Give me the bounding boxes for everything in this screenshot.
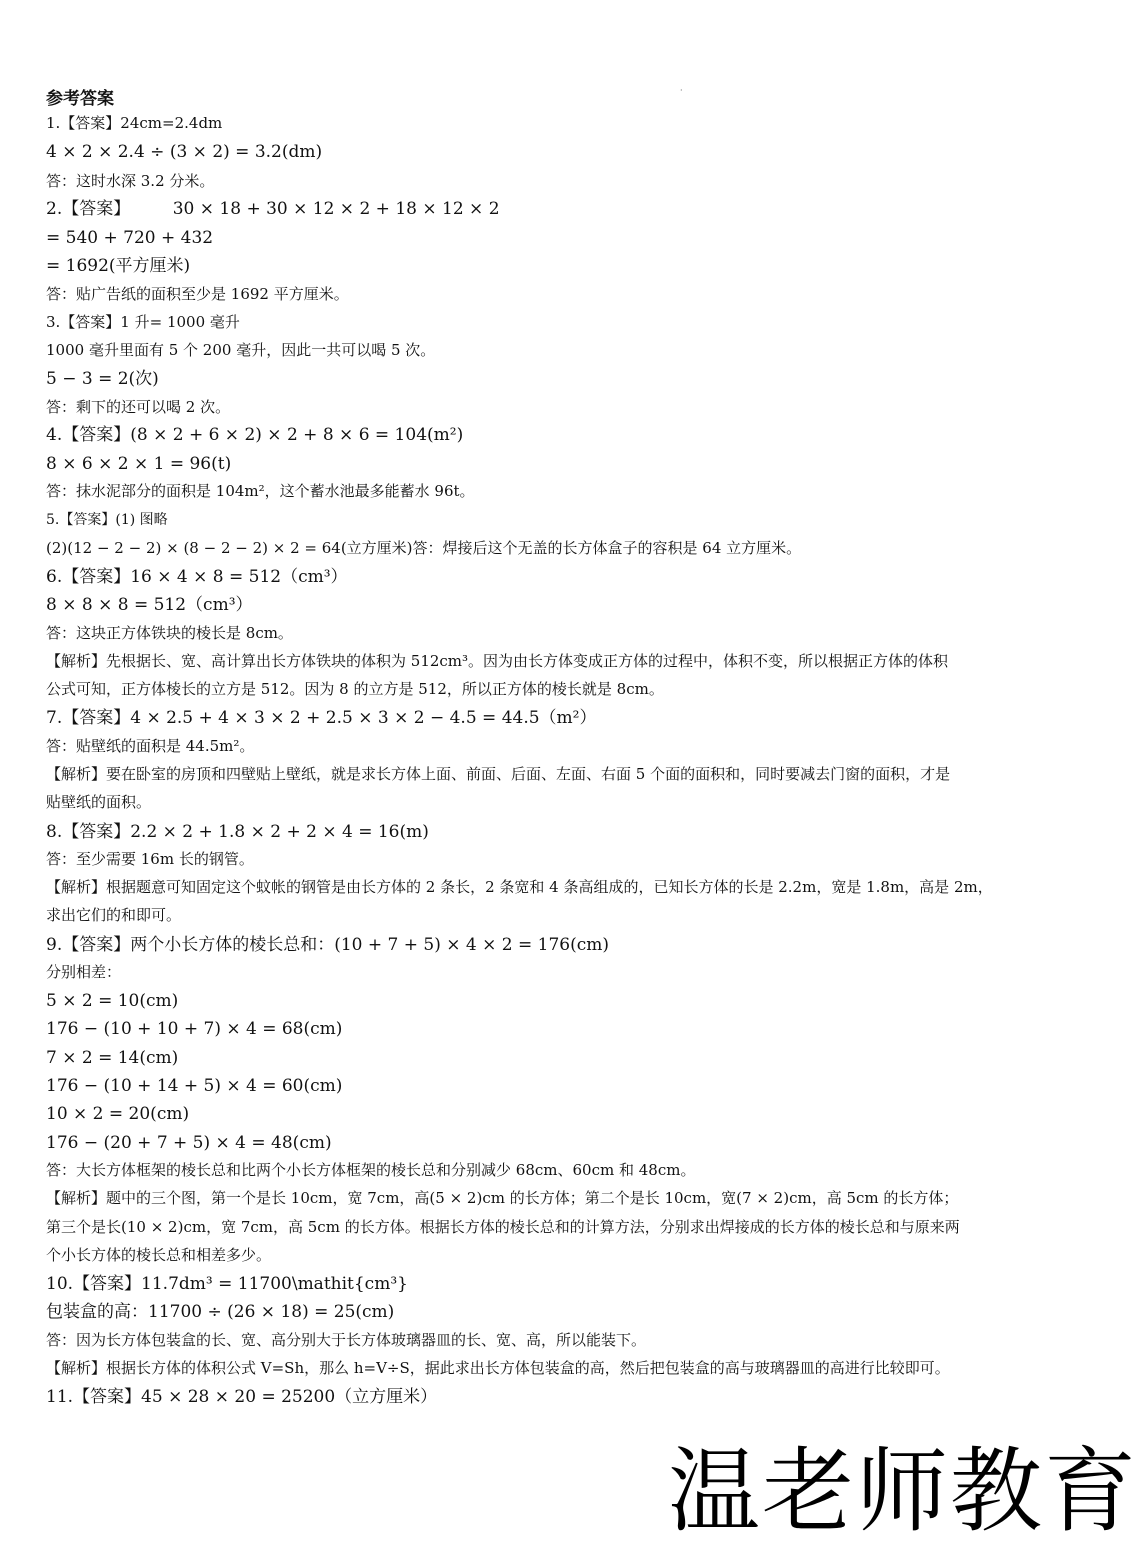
answer-line: 【解析】先根据长、宽、高计算出长方体铁块的体积为 512cm³。因为由长方体变成正方体的过程中，体积不变，所以根据正方体的体积 [46, 652, 949, 670]
answer-line: 【解析】根据题意可知固定这个蚊帐的钢管是由长方体的 2 条长，2 条宽和 4 条高组成的，已知长方体的长是 2.2m，宽是 1.8m，高是 2m， [46, 878, 993, 896]
speck: · [680, 86, 683, 95]
answer-line: 8.【答案】2.2 × 2 + 1.8 × 2 + 2 × 4 = 16(m) [46, 822, 429, 842]
answer-line: 5 − 3 = 2(次) [46, 369, 159, 389]
answer-line: 答：这块正方体铁块的棱长是 8cm。 [46, 624, 293, 642]
answer-line: 答：剩下的还可以喝 2 次。 [46, 398, 231, 416]
answer-line: 贴壁纸的面积。 [46, 793, 152, 811]
answer-line: 第三个是长(10 × 2)cm，宽 7cm，高 5cm 的长方体。根据长方体的棱长总和的计算方法，分别求出焊接成的长方体的棱长总和与原来两 [46, 1218, 960, 1236]
answer-line: 答：这时水深 3.2 分米。 [46, 172, 215, 190]
answer-line: 【解析】题中的三个图，第一个是长 10cm，宽 7cm，高(5 × 2)cm 的长方体；第二个是长 10cm，宽(7 × 2)cm，高 5cm 的长方体； [46, 1189, 959, 1207]
answer-line: 176 − (10 + 10 + 7) × 4 = 68(cm) [46, 1019, 343, 1039]
answer-line: 分别相差： [46, 963, 122, 981]
answer-line: 6.【答案】16 × 4 × 8 = 512（cm³） [46, 567, 348, 587]
answer-line: = 540 + 720 + 432 [46, 228, 214, 248]
answer-line: 176 − (20 + 7 + 5) × 4 = 48(cm) [46, 1133, 332, 1153]
answer-line: 8 × 8 × 8 = 512（cm³） [46, 595, 253, 615]
answer-line: 7.【答案】4 × 2.5 + 4 × 3 × 2 + 2.5 × 3 × 2 − 4.5 = 44.5（m²） [46, 708, 597, 728]
answer-line: 2.【答案】 30 × 18 + 30 × 12 × 2 + 18 × 12 × 2 [46, 199, 500, 219]
answer-line: (2)(12 − 2 − 2) × (8 − 2 − 2) × 2 = 64(立方厘米)答：焊接后这个无盖的长方体盒子的容积是 64 立方厘米。 [46, 539, 802, 557]
answer-line: 【解析】要在卧室的房顶和四壁贴上壁纸，就是求长方体上面、前面、后面、左面、右面 5 个面的面积和，同时要减去门窗的面积，才是 [46, 765, 951, 783]
answer-line: 答：至少需要 16m 长的钢管。 [46, 850, 254, 868]
answer-line: 176 − (10 + 14 + 5) × 4 = 60(cm) [46, 1076, 343, 1096]
answer-line: 答：大长方体框架的棱长总和比两个小长方体框架的棱长总和分别减少 68cm、60cm 和 48cm。 [46, 1161, 696, 1179]
answer-line: 1.【答案】24cm=2.4dm [46, 114, 223, 132]
answer-line: 【解析】根据长方体的体积公式 V=Sh，那么 h=V÷S，据此求出长方体包装盒的高，然后把包装盒的高与玻璃器皿的高进行比较即可。 [46, 1359, 950, 1377]
answer-line: 4.【答案】(8 × 2 + 6 × 2) × 2 + 8 × 6 = 104(m²) [46, 425, 464, 445]
answer-line: 5 × 2 = 10(cm) [46, 991, 179, 1011]
answer-line: 10.【答案】11.7dm³ = 11700\mathit{cm³} [46, 1274, 408, 1294]
answer-line: = 1692(平方厘米) [46, 256, 191, 276]
answer-line: 包装盒的高：11700 ÷ (26 × 18) = 25(cm) [46, 1302, 395, 1322]
answer-line: 答：抹水泥部分的面积是 104m²，这个蓄水池最多能蓄水 96t。 [46, 482, 475, 500]
answer-line: 9.【答案】两个小长方体的棱长总和：(10 + 7 + 5) × 4 × 2 = 176(cm) [46, 935, 609, 955]
answer-line: 公式可知，正方体棱长的立方是 512。因为 8 的立方是 512，所以正方体的棱长就是 8cm。 [46, 680, 664, 698]
answer-line: 答：因为长方体包装盒的长、宽、高分别大于长方体玻璃器皿的长、宽、高，所以能装下。 [46, 1331, 647, 1349]
answer-line: 10 × 2 = 20(cm) [46, 1104, 190, 1124]
answer-line: 11.【答案】45 × 28 × 20 = 25200（立方厘米） [46, 1387, 438, 1407]
answer-line: 7 × 2 = 14(cm) [46, 1048, 179, 1068]
answer-line: 3.【答案】1 升= 1000 毫升 [46, 313, 240, 331]
page-title: 参考答案 [46, 89, 114, 109]
answer-line: 5.【答案】(1) 图略 [46, 512, 168, 528]
answer-line: 答：贴广告纸的面积至少是 1692 平方厘米。 [46, 285, 349, 303]
watermark: 温老师教育 [668, 1438, 1138, 1545]
answer-line: 个小长方体的棱长总和相差多少。 [46, 1246, 272, 1264]
answer-line: 1000 毫升里面有 5 个 200 毫升，因此一共可以喝 5 次。 [46, 341, 436, 359]
answer-line: 答：贴壁纸的面积是 44.5m²。 [46, 737, 255, 755]
answer-line: 8 × 6 × 2 × 1 = 96(t) [46, 454, 232, 474]
answer-line: 4 × 2 × 2.4 ÷ (3 × 2) = 3.2(dm) [46, 142, 323, 162]
answer-line: 求出它们的和即可。 [46, 906, 182, 924]
